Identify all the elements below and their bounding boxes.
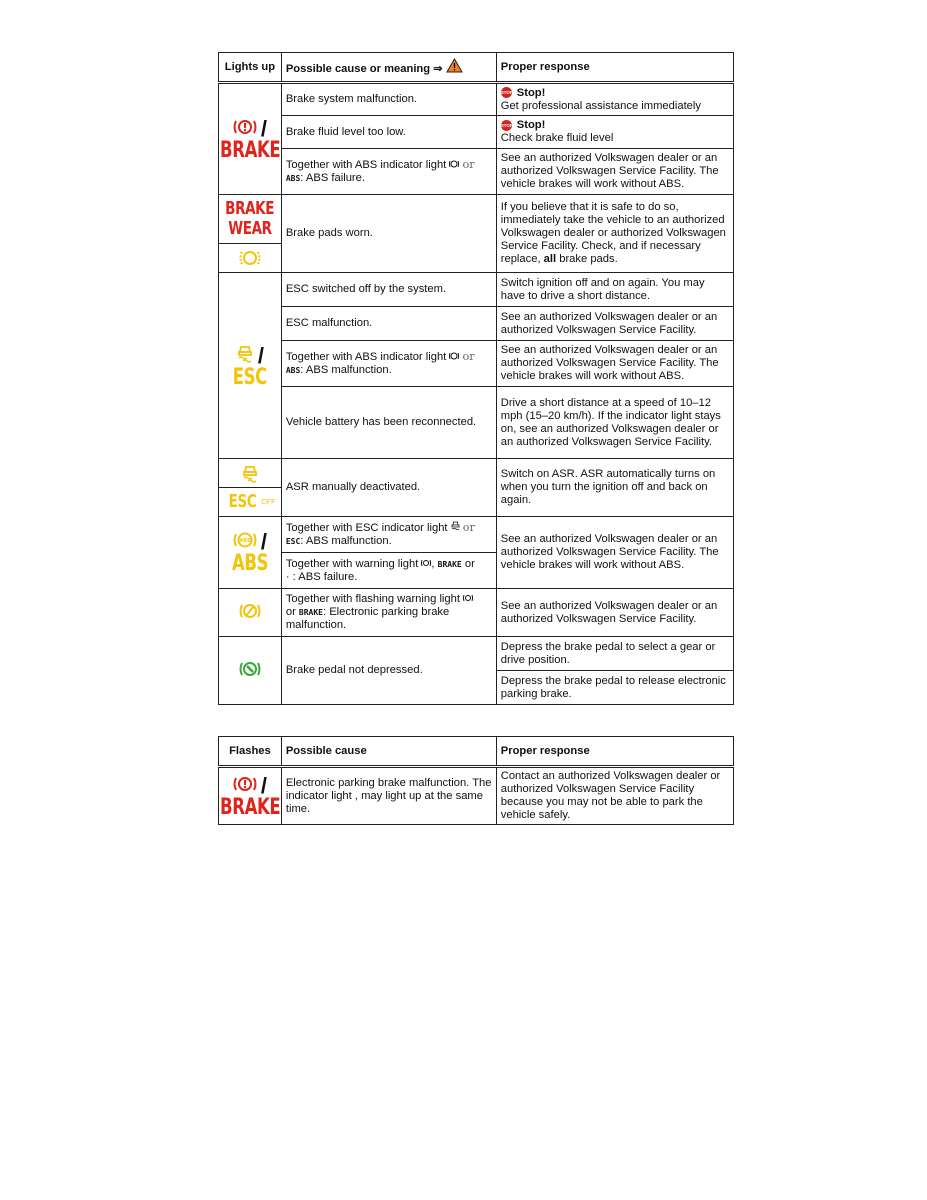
response-esc-off: Switch ignition off and on again. You may have to drive a short distance. [496, 273, 733, 307]
esc-small-icon [451, 521, 460, 531]
response-esc-abs: See an authorized Volkswagen dealer or an authorized Volkswagen Service Facility. The vehicle brakes will work without ABS. [496, 341, 733, 387]
parking-brake-icon [239, 602, 261, 620]
wear-text-icon: WEAR [228, 218, 272, 239]
response-esc-malfunction: See an authorized Volkswagen dealer or an authorized Volkswagen Service Facility. [496, 307, 733, 341]
flashing-brake-light-cell [219, 767, 282, 825]
col-header-cause: Possible cause or meaning ⇒ [281, 53, 496, 83]
brake-pedal-light-cell [219, 637, 282, 705]
stop-icon: STOP [501, 120, 512, 131]
cause-brake-pads: Brake pads worn. [281, 195, 496, 273]
brake-wear-light-cell [219, 195, 282, 273]
brake-pad-wear-icon [238, 249, 262, 267]
cause-epb-malfunction: Electronic parking brake malfunction. The indicator light , may light up at the same time. [281, 767, 496, 825]
esc-text-icon: ESC [232, 365, 267, 390]
brake-circle-icon [233, 118, 257, 136]
brake-text-icon: BRAKE [219, 794, 281, 820]
col-header-lights-up: Lights up [219, 53, 282, 83]
response-brake-system: STOP Stop! Get professional assistance immediately [496, 83, 733, 116]
indicator-lights-up-table [218, 52, 734, 705]
svg-text:ABS: ABS [239, 538, 251, 545]
esc-car-icon [236, 343, 254, 363]
indicator-flashes-table [218, 736, 734, 825]
slash-separator: / [260, 115, 267, 141]
cause-abs-esc: Together with ESC indicator light or ESC: ABS malfunction. [281, 517, 496, 553]
cause-brake-system: Brake system malfunction. [281, 83, 496, 116]
response-battery: Drive a short distance at a speed of 10–12 mph (15–20 km/h). If the indicator light stays on, see an authorized Volkswagen dealer or an authorized Volkswagen Service Facility. [496, 387, 733, 459]
cause-battery: Vehicle battery has been reconnected. [281, 387, 496, 459]
warning-triangle-icon [446, 58, 463, 73]
off-text: OFF [261, 498, 276, 506]
brake-small-icon [463, 594, 473, 602]
abs-text-icon: ABS [231, 551, 268, 576]
abs-small-icon [449, 160, 459, 168]
response-abs-failure: See an authorized Volkswagen dealer or an authorized Volkswagen Service Facility. The vehicle brakes will work without ABS. [496, 149, 733, 195]
cause-esc-abs: Together with ABS indicator light or ABS: ABS malfunction. [281, 341, 496, 387]
brake-warning-light-cell [219, 83, 282, 195]
esc-off-text-icon: ESC [229, 491, 257, 512]
cause-abs-brake: Together with warning light , BRAKE or · : ABS failure. [281, 553, 496, 589]
cause-parking-brake: Together with flashing warning light or BRAKE: Electronic parking brake malfunction. [281, 589, 496, 637]
response-epb-malfunction: Contact an authorized Volkswagen dealer or authorized Volkswagen Service Facility because you may not be able to park the vehicle safely. [496, 767, 733, 825]
cause-brake-fluid: Brake fluid level too low. [281, 116, 496, 149]
brake-text-icon: BRAKE [225, 198, 275, 219]
abs-light-cell [219, 517, 282, 589]
brake-text-icon: BRAKE [219, 137, 281, 163]
cause-asr: ASR manually deactivated. [281, 459, 496, 517]
esc-car-icon [241, 463, 259, 483]
cause-abs-failure: Together with ABS indicator light or ABS: ABS failure. [281, 149, 496, 195]
abs-small-icon [449, 352, 459, 360]
response-brake-pedal-release: Depress the brake pedal to release electronic parking brake. [496, 671, 733, 705]
col-header-response: Proper response [496, 53, 733, 83]
parking-brake-light-cell [219, 589, 282, 637]
response-brake-fluid: STOP Stop! Check brake fluid level [496, 116, 733, 149]
esc-light-cell [219, 273, 282, 459]
col-header-cause: Possible cause [281, 737, 496, 767]
response-brake-pads: If you believe that it is safe to do so, immediately take the vehicle to an authorized Volkswagen dealer or authorized Volkswagen Service Facility. Check, and if necessary replace, all brake pads. [496, 195, 733, 273]
response-abs: See an authorized Volkswagen dealer or an authorized Volkswagen Service Facility. The vehicle brakes will work without ABS. [496, 517, 733, 589]
col-header-response: Proper response [496, 737, 733, 767]
brake-small-icon [421, 559, 431, 567]
response-parking-brake: See an authorized Volkswagen dealer or an authorized Volkswagen Service Facility. [496, 589, 733, 637]
slash-separator: / [260, 529, 267, 554]
col-header-flashes: Flashes [219, 737, 282, 767]
slash-separator: / [260, 772, 267, 798]
slash-separator: / [257, 343, 264, 368]
stop-icon: STOP [501, 87, 512, 98]
brake-pedal-icon [239, 660, 261, 678]
cause-esc-malfunction: ESC malfunction. [281, 307, 496, 341]
abs-circle-icon [233, 531, 257, 549]
brake-circle-icon [233, 775, 257, 793]
cause-esc-off: ESC switched off by the system. [281, 273, 496, 307]
response-asr: Switch on ASR. ASR automatically turns on when you turn the ignition off and back on again. [496, 459, 733, 517]
cause-brake-pedal: Brake pedal not depressed. [281, 637, 496, 705]
response-brake-pedal-gear: Depress the brake pedal to select a gear or drive position. [496, 637, 733, 671]
asr-light-cell [219, 459, 282, 517]
